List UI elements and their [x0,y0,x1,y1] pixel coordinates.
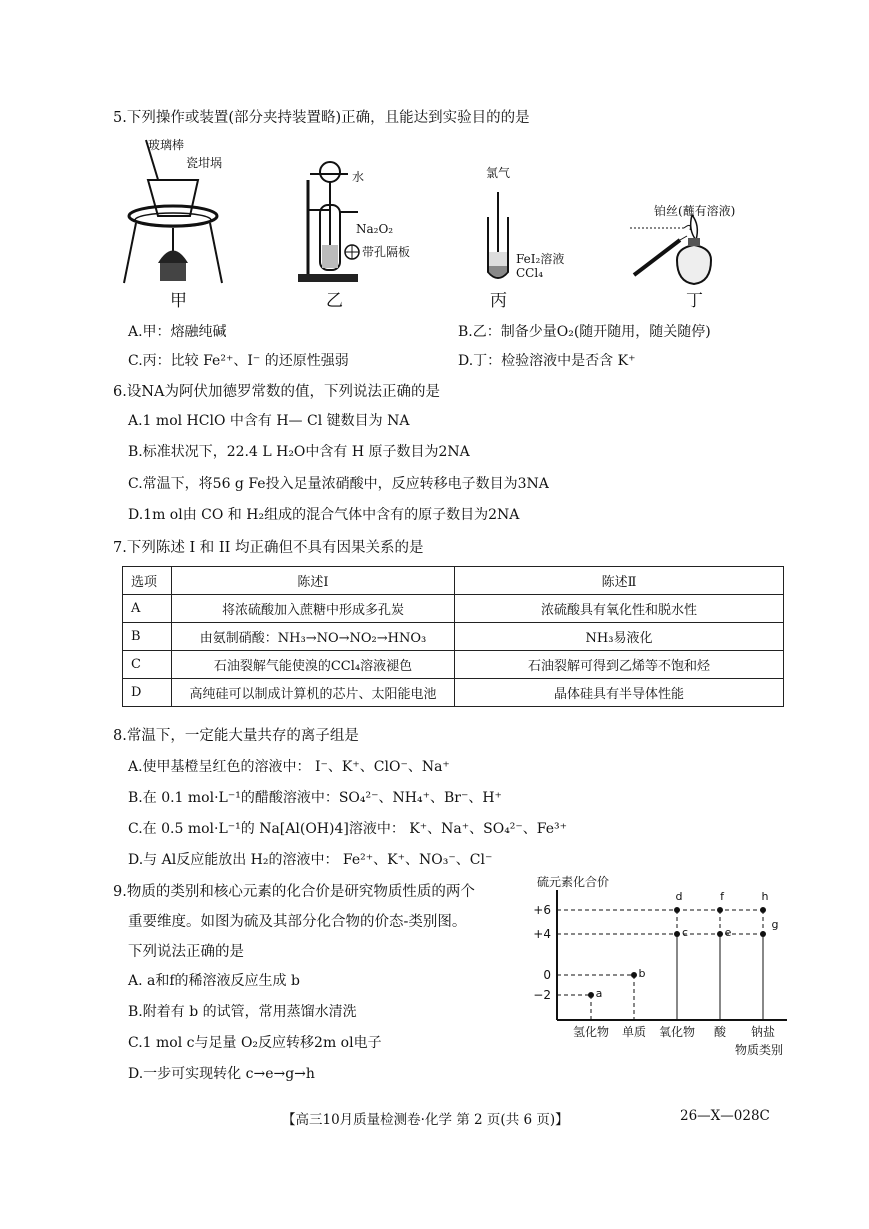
table-row [123,595,784,623]
data-point-c [674,931,680,937]
q6-stem: 6.设NA为阿伏加德罗常数的值，下列说法正确的是 [113,384,440,400]
q7-table [122,566,784,707]
x-tick-label: 单质 [621,1025,647,1039]
table-cell: 由氨制硝酸：NH₃→NO→NO₂→HNO₃ [172,623,455,651]
data-point-d [674,907,680,913]
data-label-h: h [761,890,769,903]
table-cell: NH₃易液化 [455,623,784,651]
table-header-cell: 陈述Ⅱ [455,567,784,595]
x-tick-label: 氧化物 [658,1025,696,1039]
caption-yi: 乙 [326,291,343,311]
q9-option-a: A. a和f的稀溶液反应生成 b [128,973,300,989]
data-label-d: d [675,890,683,903]
y-tick-label: +4 [533,927,551,941]
figure-yi [290,150,411,285]
label-perforated-plate: 带孔隔板 [362,245,411,259]
table-cell: 晶体硅具有半导体性能 [455,679,784,707]
x-tick-label: 氢化物 [572,1025,610,1039]
data-label-e: e [724,926,732,939]
data-point-h [760,907,766,913]
table-cell: C [123,651,172,679]
table-cell: 高纯硅可以制成计算机的芯片、太阳能电池 [172,679,455,707]
table-cell: B [123,623,172,651]
label-fei2: FeI₂溶液 [516,252,565,266]
label-ccl4: CCl₄ [516,266,544,280]
q6-option-a: A.1 mol HClO 中含有 H— Cl 键数目为 NA [128,413,410,429]
data-label-b: b [638,967,646,980]
q5-option-d: D.丁：检验溶液中是否含 K⁺ [458,353,636,369]
q7-stem: 7.下列陈述 I 和 II 均正确但不具有因果关系的是 [113,540,424,556]
label-glass-rod: 玻璃棒 [148,138,185,152]
table-cell: 石油裂解可得到乙烯等不饱和烃 [455,651,784,679]
x-tick-label: 钠盐 [750,1025,776,1039]
y-tick-label: −2 [533,988,551,1002]
table-header-row [123,567,784,595]
y-tick-label: 0 [543,968,551,982]
data-point-a [588,992,594,998]
q9-stem-line3: 下列说法正确的是 [128,944,244,960]
table-header-cell: 陈述Ⅰ [172,567,455,595]
q8-stem: 8.常温下，一定能大量共存的离子组是 [113,728,359,744]
caption-bing: 丙 [490,291,507,311]
caption-ding: 丁 [686,291,703,311]
q5-option-b: B.乙：制备少量O₂(随开随用，随关随停) [458,324,711,340]
label-platinum-wire: 铂丝(蘸有溶液) [654,204,736,218]
apparatus-yi-drawing [290,150,400,285]
q9-stem-line1: 9.物质的类别和核心元素的化合价是研究物质性质的两个 [113,884,475,900]
table-cell: A [123,595,172,623]
table-row [123,679,784,707]
table-header-cell: 选项 [123,567,172,595]
q5-option-a: A.甲：熔融纯碱 [128,324,227,340]
y-axis-title: 硫元素化合价 [537,875,610,889]
q8-option-b: B.在 0.1 mol·L⁻¹的醋酸溶液中：SO₄²⁻、NH₄⁺、Br⁻、H⁺ [128,790,502,806]
x-axis-title: 物质类别 [734,1043,784,1057]
data-label-g: g [771,918,779,931]
q8-option-d: D.与 Al反应能放出 H₂的溶液中： Fe²⁺、K⁺、NO₃⁻、Cl⁻ [128,852,493,868]
q5-option-c: C.丙：比较 Fe²⁺、I⁻ 的还原性强弱 [128,353,349,369]
footer-code: 26—X—028C [680,1108,770,1124]
data-point-b [631,972,637,978]
table-row [123,651,784,679]
q8-option-c: C.在 0.5 mol·L⁻¹的 Na[Al(OH)4]溶液中： K⁺、Na⁺、SO₄²⁻、Fe³⁺ [128,821,568,837]
table-row [123,623,784,651]
label-water: 水 [352,170,365,184]
q9-option-d: D.一步可实现转化 c→e→g→h [128,1066,315,1082]
label-chlorine: 氯气 [486,166,511,180]
table-cell: 石油裂解气能使溴的CCl₄溶液褪色 [172,651,455,679]
q9-option-b: B.附着有 b 的试管，常用蒸馏水清洗 [128,1004,357,1020]
q6-option-c: C.常温下，将56 g Fe投入足量浓硝酸中，反应转移电子数目为3NA [128,476,549,492]
q6-option-b: B.标准状况下，22.4 L H₂O中含有 H 原子数目为2NA [128,444,470,460]
data-point-g [760,931,766,937]
table-cell: D [123,679,172,707]
table-cell: 将浓硫酸加入蔗糖中形成多孔炭 [172,595,455,623]
caption-jia: 甲 [170,291,187,311]
data-label-a: a [595,987,603,1000]
figure-ding [622,200,772,290]
q9-option-c: C.1 mol c与足量 O₂反应转移2m ol电子 [128,1035,382,1051]
table-cell: 浓硫酸具有氧化性和脱水性 [455,595,784,623]
footer-page-info: 【高三10月质量检测卷·化学 第 2 页(共 6 页)】 [282,1112,569,1128]
label-na2o2: Na₂O₂ [356,222,394,236]
q6-option-d: D.1m ol由 CO 和 H₂组成的混合气体中含有的原子数目为2NA [128,507,520,523]
figure-jia [118,138,228,288]
q8-option-a: A.使甲基橙呈红色的溶液中： I⁻、K⁺、ClO⁻、Na⁺ [128,759,450,775]
data-point-f [717,907,723,913]
label-crucible: 瓷坩埚 [186,156,223,170]
data-label-f: f [720,890,724,903]
y-tick-label: +6 [533,903,551,917]
q5-stem: 5.下列操作或装置(部分夹持装置略)正确，且能达到实验目的的是 [113,110,530,126]
q9-stem-line2: 重要维度。如图为硫及其部分化合物的价态-类别图。 [128,914,467,930]
sulfur-valence-chart [525,872,795,1062]
data-label-c: c [681,926,689,939]
x-tick-label: 酸 [713,1025,727,1039]
figure-bing [478,162,568,287]
data-point-e [717,931,723,937]
